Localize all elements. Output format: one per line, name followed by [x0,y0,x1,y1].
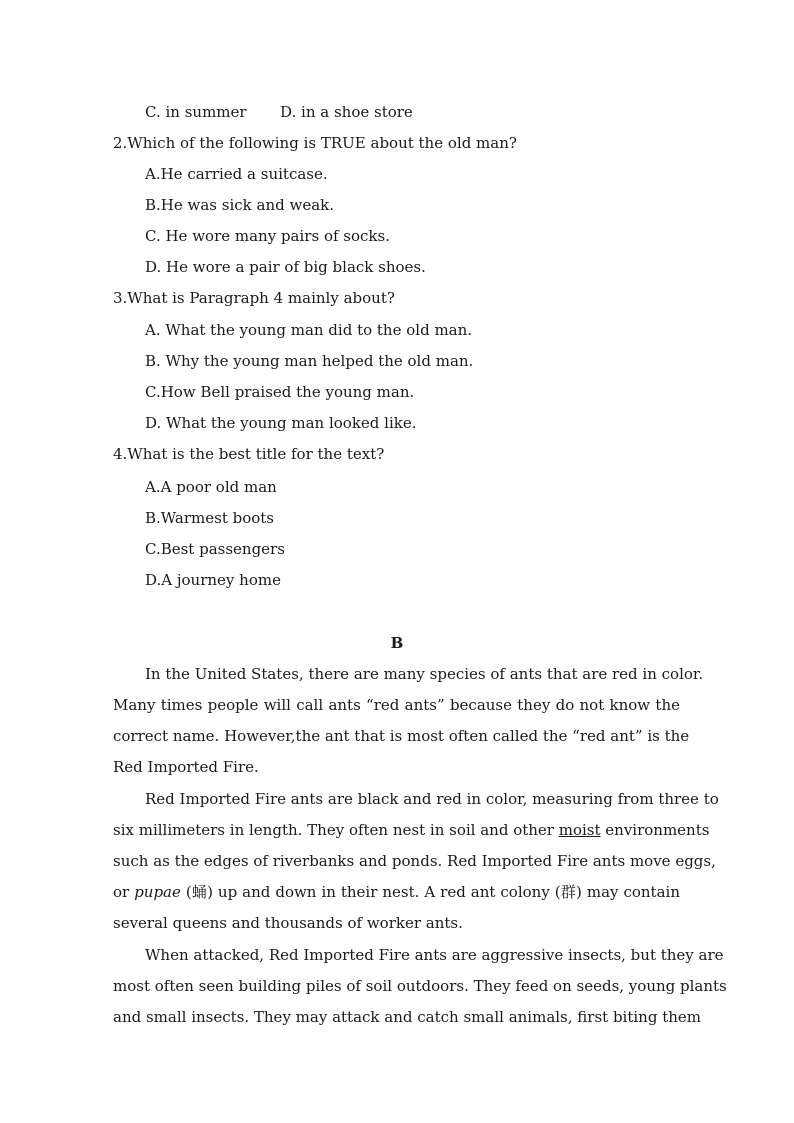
p2-line-1: Red Imported Fire ants are black and red in color, measuring from three to [145,790,719,808]
p2-line-3: such as the edges of riverbanks and ponds. Red Imported Fire ants move eggs, [113,852,716,870]
p1-line-2: Many times people will call ants “red ants” because they do not know the [113,696,680,714]
q3-option-a: A. What the young man did to the old man. [145,321,473,339]
q2-option-a: A.He carried a suitcase. [145,165,328,183]
p3-line-2: most often seen building piles of soil outdoors. They feed on seeds, young plants [113,977,727,995]
q3-stem: 3.What is Paragraph 4 mainly about? [113,289,395,307]
p2-line-4-start: or [113,883,135,901]
q2-option-d: D. He wore a pair of big black shoes. [145,258,426,276]
p2-line-2 [113,820,710,840]
q3-option-c: C.How Bell praised the young man. [145,383,415,401]
p3-line-1: When attacked, Red Imported Fire ants are aggressive insects, but they are [145,946,724,964]
p1-line-3: correct name. However,the ant that is most often called the “red ant” is the [113,727,690,745]
q4-option-d: D.A journey home [145,571,281,589]
p2-line-5: several queens and thousands of worker ants. [113,914,463,932]
q1-option-c: C. in summer [145,103,247,121]
q3-option-d: D. What the young man looked like. [145,414,417,432]
q4-stem: 4.What is the best title for the text? [113,445,385,463]
p2-line-2-end: environments [600,821,710,839]
section-b-heading: B [390,634,404,652]
q1-option-d: D. in a shoe store [280,103,413,121]
q2-option-b: B.He was sick and weak. [145,196,335,214]
q2-option-c: C. He wore many pairs of socks. [145,227,390,245]
p1-line-1: In the United States, there are many species of ants that are red in color. [145,665,704,683]
p2-line-4-end: (蛹) up and down in their nest. A red ant colony (群) may contain [180,883,680,901]
p1-line-4: Red Imported Fire. [113,758,259,776]
italic-word-pupae: pupae [134,883,181,901]
q4-option-a: A.A poor old man [145,478,277,496]
q4-option-b: B.Warmest boots [145,509,275,527]
underlined-word-moist: moist [558,821,601,839]
q2-stem: 2.Which of the following is TRUE about the old man? [113,134,517,152]
p3-line-3: and small insects. They may attack and catch small animals, first biting them [113,1008,702,1026]
p2-line-4 [113,882,680,902]
q3-option-b: B. Why the young man helped the old man. [145,352,474,370]
p2-line-2-start: six millimeters in length. They often nest in soil and other [113,821,559,839]
q4-option-c: C.Best passengers [145,540,285,558]
